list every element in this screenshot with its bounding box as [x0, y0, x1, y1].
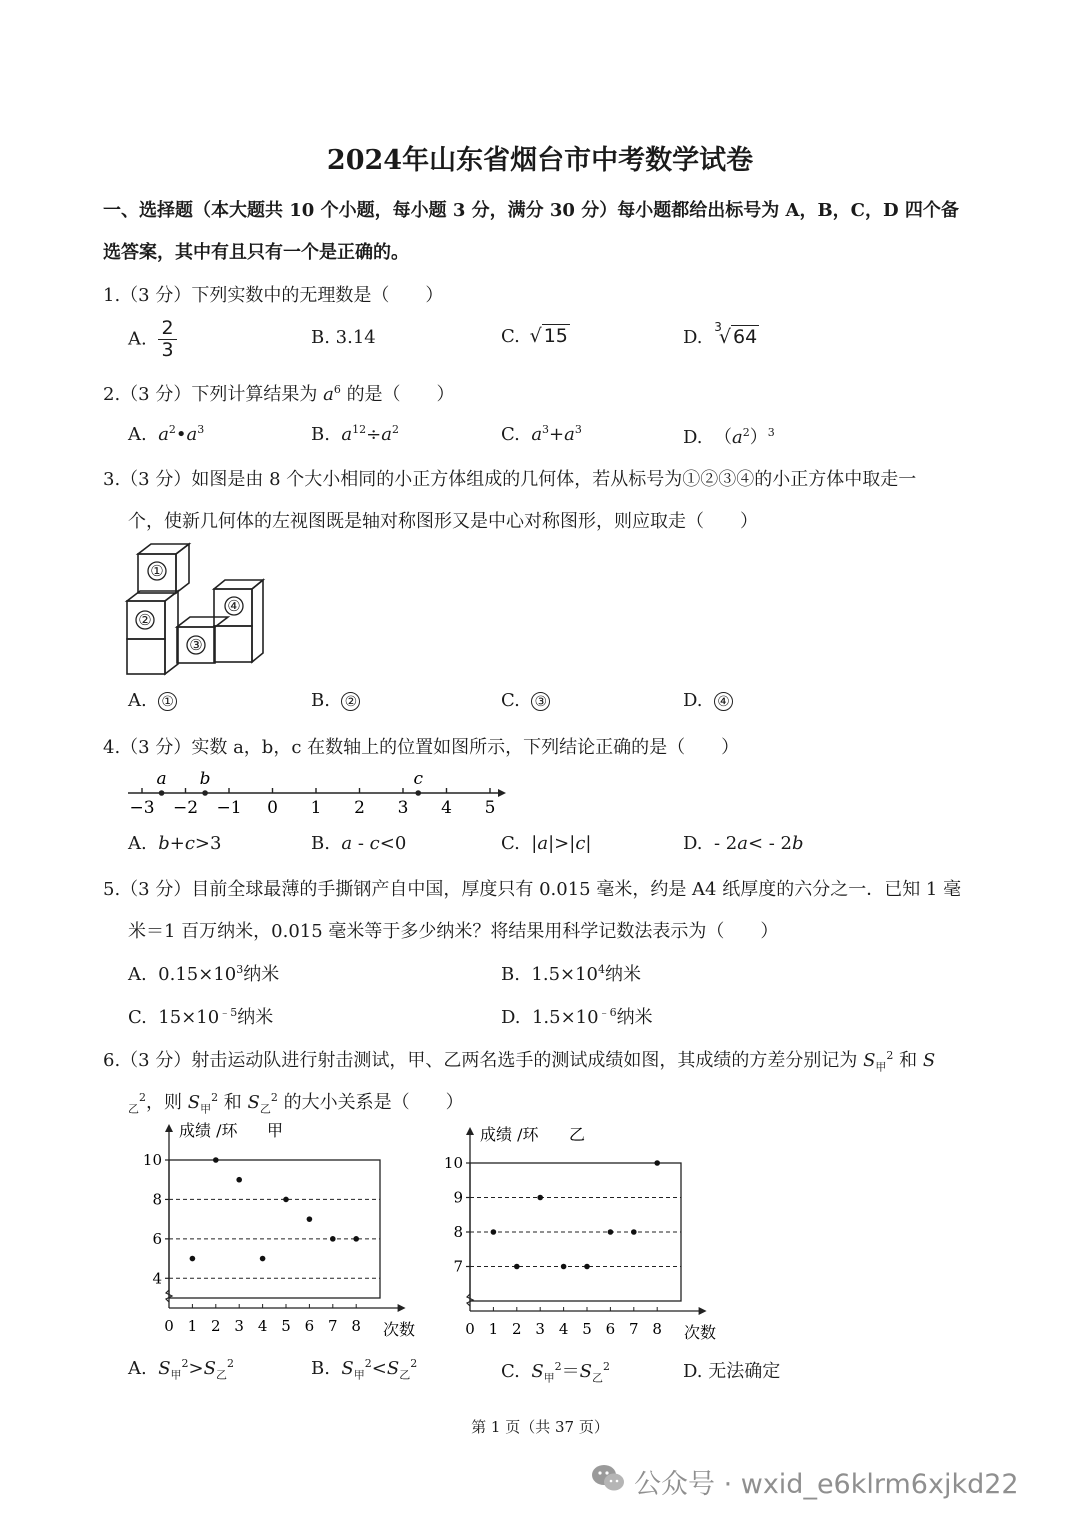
q5-option-a-label: A. [128, 964, 147, 985]
q1-option-b: B. 3.14 [311, 327, 376, 348]
number-line-tick-label: 2 [354, 798, 365, 818]
x-tick-label: 6 [304, 1317, 315, 1335]
q4-option-d: D. - 2a< - 2b [683, 833, 804, 854]
x-tick-label: 0 [465, 1320, 475, 1338]
q3-option-a-value: ① [158, 692, 177, 711]
chart-jia-ylabel: 成绩 /环 [179, 1121, 238, 1140]
data-point [584, 1264, 590, 1270]
number-line-tick-label: −3 [129, 798, 155, 818]
data-point [561, 1264, 567, 1270]
q5-option-d-label: D. [501, 1007, 521, 1028]
number-line-tick-label: −2 [172, 798, 199, 818]
cube-label-2: ② [138, 611, 152, 629]
q1-option-c [501, 325, 570, 347]
number-line-tick-label: 4 [441, 798, 452, 818]
q4-option-d-label: D. [683, 833, 703, 854]
cube-label-4: ④ [227, 597, 241, 615]
number-line-tick-label: −1 [216, 798, 242, 818]
number-line-point [159, 790, 165, 796]
x-tick-label: 2 [211, 1317, 221, 1335]
q4-option-c-label: C. [501, 833, 520, 854]
wechat-icon [590, 1463, 626, 1500]
data-point [213, 1157, 219, 1163]
q6-option-a-label: A. [128, 1358, 147, 1379]
x-tick-label: 6 [605, 1320, 616, 1338]
data-point [307, 1216, 313, 1222]
chart-yi-xlabel: 次数 [684, 1323, 717, 1342]
y-tick-label: 6 [152, 1229, 162, 1248]
x-tick-label: 7 [328, 1317, 338, 1335]
q6-option-c-label: C. [501, 1361, 520, 1382]
chart-jia-title: 甲 [267, 1121, 284, 1140]
question-6-stem: 6.（3 分）射击运动队进行射击测试，甲、乙两名选手的测试成绩如图，其成绩的方差分别记为 $S_甲^2$ 和 S [103, 1049, 936, 1074]
chart-yi-ylabel: 成绩 /环 [480, 1125, 539, 1144]
q2-var: a [323, 384, 334, 405]
q3-option-b-value: ② [341, 692, 360, 711]
question-1-stem: 1.（3 分）下列实数中的无理数是（ ） [103, 285, 444, 306]
radicand: 15 [543, 325, 568, 347]
q6-option-c: C. $S_甲^2=S_乙^2$ [501, 1360, 610, 1385]
watermark-text: 公众号 · wxid_e6klrm6xjkd22 [634, 1469, 1019, 1500]
q2-stem-post: 的是（ ） [346, 384, 455, 405]
number-line-point-label: b [199, 769, 211, 789]
data-point [283, 1197, 289, 1203]
question-3-stem: 3.（3 分）如图是由 8 个大小相同的小正方体组成的几何体，若从标号为①②③④的小正方体中取走一 [103, 469, 917, 490]
q4-option-a: A. b+c>3 [128, 833, 222, 854]
q5-option-b: B. $1.5\times 10^4$纳米 [501, 963, 642, 985]
y-tick-label: 7 [453, 1257, 463, 1276]
q1-option-d [683, 320, 759, 348]
fraction-numerator: 2 [158, 318, 176, 340]
q6-option-a: A. $S_甲^2>S_乙^2$ [128, 1357, 234, 1382]
question-5-stem: 5.（3 分）目前全球最薄的手撕钢产自中国，厚度只有 0.015 毫米，约是 A4 纸厚度的六分之一．已知 1 毫 [103, 879, 962, 900]
watermark [590, 1462, 1019, 1501]
number-line-tick-label: 3 [397, 798, 409, 818]
page-title: 2024年山东省烟台市中考数学试卷 [326, 145, 754, 176]
question-3-stem-cont: 个，使新几何体的左视图既是轴对称图形又是中心对称图形，则应取走（ ） [128, 511, 758, 532]
x-tick-label: 8 [652, 1320, 662, 1338]
fraction [158, 318, 176, 361]
cube-root: $^3$√ 64 [714, 320, 758, 348]
q1-option-c-label: C. [501, 326, 520, 347]
question-2-stem [103, 380, 455, 406]
y-axis-arrow-icon [165, 1124, 173, 1132]
q6-option-b: B. $S_甲^2<S_乙^2$ [311, 1357, 418, 1382]
q2-option-d-label: D. [683, 427, 703, 448]
q6-option-b-label: B. [311, 1358, 330, 1379]
section-heading: 一、选择题（本大题共 10 个小题，每小题 3 分，满分 30 分）每小题都给出标号为 A，B，C，D 四个备 [103, 200, 959, 221]
q2-option-a-label: A. [128, 424, 147, 445]
cube-label-1: ① [150, 562, 164, 580]
number-line-tick-label: 1 [310, 798, 322, 818]
x-tick-label: 4 [558, 1320, 569, 1338]
cube-label-3: ③ [189, 636, 203, 654]
data-point [236, 1177, 242, 1183]
chart-yi-title: 乙 [569, 1125, 586, 1144]
y-tick-label: 8 [152, 1190, 162, 1209]
data-point [491, 1229, 497, 1235]
number-line [120, 768, 510, 820]
data-point [260, 1256, 266, 1262]
x-tick-label: 1 [187, 1317, 198, 1335]
x-tick-label: 4 [257, 1317, 268, 1335]
chart-jia [135, 1118, 425, 1346]
y-tick-label: 9 [453, 1188, 463, 1207]
x-tick-label: 7 [629, 1320, 639, 1338]
data-point [514, 1264, 520, 1270]
question-6-stem-cont: $_乙^2$，则 $S_甲^2$ 和 $S_乙^2$ 的大小关系是（ ） [128, 1091, 464, 1116]
q4-option-b: B. a - c<0 [311, 833, 407, 854]
q2-option-a: A. $a^2•a^3$ [128, 423, 205, 445]
chart-jia-xlabel: 次数 [383, 1320, 416, 1339]
number-line-tick-label: 0 [267, 798, 278, 818]
q3-option-a [128, 690, 177, 711]
q3-option-b-label: B. [311, 690, 330, 711]
section-heading-cont: 选答案，其中有且只有一个是正确的。 [103, 242, 409, 263]
q6-option-d: D. 无法确定 [683, 1361, 781, 1382]
y-tick-label: 10 [443, 1154, 463, 1172]
question-5-stem-cont: 米＝1 百万纳米，0.015 毫米等于多少纳米？将结果用科学记数法表示为（ ） [128, 921, 779, 942]
q2-option-b: B. $a^{12}\div a^2$ [311, 423, 399, 445]
q6-stem-text-cont: ，则 [146, 1092, 182, 1113]
x-tick-label: 3 [234, 1317, 244, 1335]
x-tick-label: 3 [535, 1320, 545, 1338]
x-tick-label: 0 [164, 1317, 174, 1335]
q5-option-b-label: B. [501, 964, 520, 985]
number-line-point [415, 790, 421, 796]
q3-option-c-label: C. [501, 690, 520, 711]
data-point [190, 1256, 196, 1262]
x-axis-arrow-icon [699, 1307, 707, 1315]
question-4-stem: 4.（3 分）实数 a，b，c 在数轴上的位置如图所示，下列结论正确的是（ ） [103, 737, 740, 758]
number-line-tick-label: 5 [484, 798, 496, 818]
page-footer: 第 1 页（共 37 页） [471, 1418, 609, 1436]
y-tick-label: 10 [142, 1151, 162, 1169]
data-point [631, 1229, 637, 1235]
number-line-point-label: c [413, 769, 423, 789]
chart-yi [436, 1118, 736, 1346]
q4-option-a-label: A. [128, 833, 147, 854]
arrow-icon [498, 789, 506, 797]
q3-option-a-label: A. [128, 690, 147, 711]
cube-solid-figure [120, 540, 270, 680]
q1-option-a [128, 318, 177, 361]
x-axis-arrow-icon [398, 1304, 406, 1312]
q2-exp: 6 [333, 383, 341, 396]
root-index: 3 [714, 320, 722, 334]
q4-option-b-label: B. [311, 833, 330, 854]
q2-option-c: C. $a^3+a^3$ [501, 423, 582, 445]
x-tick-label: 5 [281, 1317, 291, 1335]
y-tick-label: 4 [152, 1269, 162, 1288]
radicand: 64 [733, 326, 758, 348]
q2-option-c-label: C. [501, 424, 520, 445]
x-tick-label: 1 [488, 1320, 499, 1338]
number-line-point-label: a [156, 769, 167, 789]
q3-option-d [683, 690, 733, 711]
q3-option-b [311, 690, 360, 711]
q3-option-c [501, 690, 550, 711]
q5-option-c: C. $15\times 10^{﹣5}$纳米 [128, 1006, 274, 1028]
y-tick-label: 8 [453, 1223, 463, 1241]
q3-option-d-value: ④ [714, 692, 733, 711]
square-root: √ 15 [529, 325, 568, 347]
q5-option-c-label: C. [128, 1007, 147, 1028]
data-point [608, 1229, 614, 1235]
fraction-denominator: 3 [161, 339, 174, 361]
q6-stem-text: 6.（3 分）射击运动队进行射击测试，甲、乙两名选手的测试成绩如图，其成绩的方差分别记为 [103, 1050, 858, 1071]
data-point [537, 1195, 543, 1201]
q4-option-c: C. |a|>|c| [501, 833, 592, 854]
x-tick-label: 8 [351, 1317, 361, 1335]
data-point [353, 1236, 359, 1242]
q2-option-d: D. $(a^2)^3$ [683, 426, 775, 448]
q5-option-a: A. $0.15\times 10^3$纳米 [128, 963, 280, 985]
q1-option-a-label: A. [128, 328, 147, 350]
data-point [654, 1160, 660, 1166]
y-axis-arrow-icon [466, 1127, 474, 1135]
x-tick-label: 2 [512, 1320, 522, 1338]
q2-option-b-label: B. [311, 424, 330, 445]
number-line-point [202, 790, 208, 796]
plot-frame [169, 1160, 380, 1298]
q5-option-d: D. $1.5\times 10^{﹣6}$纳米 [501, 1006, 653, 1028]
x-tick-label: 5 [582, 1320, 592, 1338]
q3-option-d-label: D. [683, 690, 703, 711]
q1-option-d-label: D. [683, 327, 703, 348]
data-point [330, 1236, 336, 1242]
q3-option-c-value: ③ [531, 692, 550, 711]
q2-stem-pre: 2.（3 分）下列计算结果为 [103, 384, 318, 405]
